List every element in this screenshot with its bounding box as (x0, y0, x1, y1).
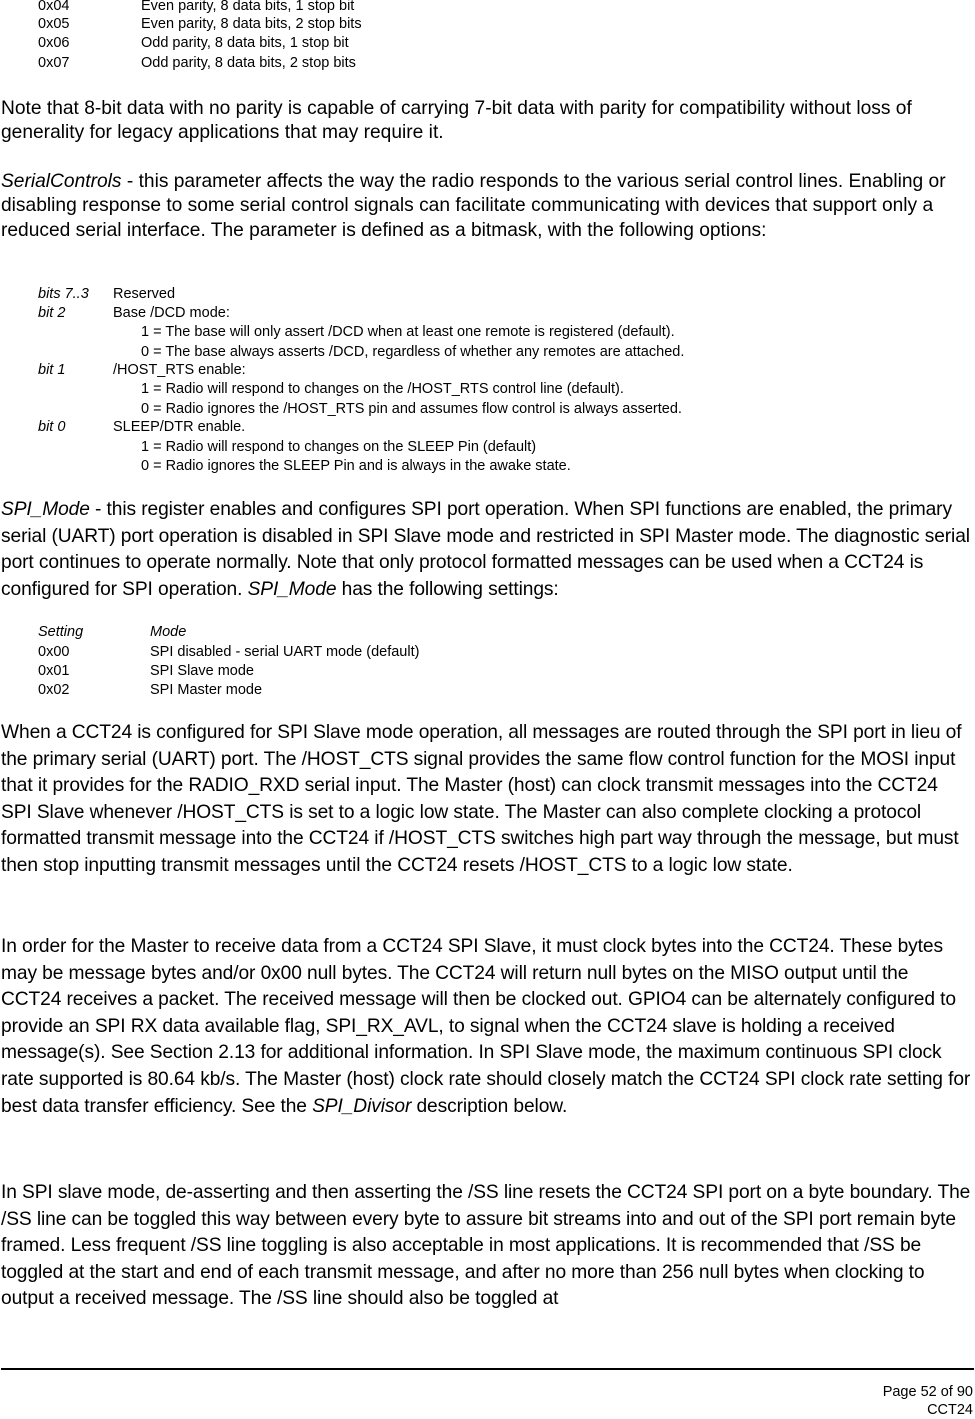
setting-code: 0x00 (38, 644, 70, 660)
receive-text: In order for the Master to receive data from a CCT24 SPI Slave, it must clock bytes into the CCT24. These bytes may be message bytes and/or 0x00 null bytes. The CCT24 will return null bytes on the MISO output until the CCT24 receives a packet. The received message will then be clocked out. GPIO4 can be alternately configured to provide an SPI RX data available flag, SPI_RX_AVL, to signal when the CCT24 slave is holding a received message(s). See Section 2.13 for additional information. In SPI Slave mode, the maximum continuous SPI clock rate supported is 80.64 kb/s. The Master (host) clock rate should closely match the CCT24 SPI clock rate setting for best data transfer efficiency. See the (1, 936, 971, 1117)
footer-divider (1, 1368, 974, 1370)
spi-receive-paragraph (1, 934, 973, 1120)
bit-name: SLEEP/DTR enable. (113, 419, 246, 435)
bit-option: 0 = Radio ignores the /HOST_RTS pin and assumes flow control is always asserted. (141, 401, 682, 417)
ss-line-paragraph: In SPI slave mode, de-asserting and then asserting the /SS line resets the CCT24 SPI port on a byte boundary. The /SS line can be toggled this way between every byte to assure bit streams into and out of the SPI port remain byte framed. Less frequent /SS line toggling is also acceptable in most applications. It is recommended that /SS be toggled at the start and end of each transmit message, and after no more than 256 null bytes when clocking to output a received message. The /SS line should also be toggled at (1, 1182, 971, 1310)
bit-label: bit 0 (38, 419, 66, 435)
parity-desc: Odd parity, 8 data bits, 2 stop bits (141, 55, 356, 71)
spi-mode-term: SPI_Mode (1, 499, 90, 520)
page-number: Page 52 of 90 (882, 1384, 973, 1400)
bit-name: /HOST_RTS enable: (113, 362, 246, 378)
parity-desc: Even parity, 8 data bits, 1 stop bit (141, 0, 355, 14)
serial-controls-term: SerialControls (1, 171, 122, 192)
parity-desc: Odd parity, 8 data bits, 1 stop bit (141, 35, 349, 51)
header-mode: Mode (150, 624, 187, 640)
setting-mode: SPI disabled - serial UART mode (default) (150, 644, 420, 660)
spi-mode-term-2: SPI_Mode (247, 578, 337, 600)
serial-controls-text: - this parameter affects the way the radio responds to the various serial control lines. Enabling or disabling response to some serial control signals can facilitate communicating with devices that support only a reduced serial interface. The parameter is defined as a bitmask, with the following options: (1, 171, 946, 241)
note-parity-paragraph: Note that 8-bit data with no parity is capable of carrying 7-bit data with parity for compatibility without loss of generality for legacy applications that may require it. (1, 98, 912, 144)
bit-name: Reserved (113, 286, 176, 302)
bit-option: 1 = Radio will respond to changes on the SLEEP Pin (default) (141, 439, 537, 455)
setting-code: 0x01 (38, 663, 70, 679)
bit-option: 0 = Radio ignores the SLEEP Pin and is always in the awake state. (141, 458, 571, 474)
bit-label: bits 7..3 (38, 286, 89, 302)
setting-mode: SPI Slave mode (150, 663, 254, 679)
header-setting: Setting (38, 624, 84, 640)
parity-code: 0x04 (38, 0, 70, 14)
setting-code: 0x02 (38, 682, 70, 698)
bit-label: bit 1 (38, 362, 66, 378)
spi-mode-text-2: has the following settings: (336, 578, 559, 600)
bit-label: bit 2 (38, 305, 66, 321)
spi-divisor-term: SPI_Divisor (312, 1095, 412, 1117)
parity-code: 0x05 (38, 16, 70, 32)
parity-desc: Even parity, 8 data bits, 2 stop bits (141, 16, 362, 32)
bit-option: 1 = Radio will respond to changes on the /HOST_RTS control line (default). (141, 381, 624, 397)
serial-controls-paragraph (1, 170, 973, 243)
receive-tail: description below. (411, 1095, 568, 1117)
bit-option: 1 = The base will only assert /DCD when at least one remote is registered (default). (141, 324, 675, 340)
bit-option: 0 = The base always asserts /DCD, regardless of whether any remotes are attached. (141, 344, 685, 360)
spi-mode-paragraph (1, 497, 973, 603)
bit-name: Base /DCD mode: (113, 305, 230, 321)
spi-mode-text: - this register enables and configures SPI port operation. When SPI functions are enabled, the primary serial (UART) port operation is disabled in SPI Slave mode and restricted in SPI Master mode. The diagnostic serial port continues to operate normally. Note that only protocol formatted messages can be used when a CCT24 is configured for SPI operation. (1, 499, 970, 600)
parity-code: 0x06 (38, 35, 70, 51)
spi-slave-paragraph: When a CCT24 is configured for SPI Slave mode operation, all messages are routed through the SPI port in lieu of the primary serial (UART) port. The /HOST_CTS signal provides the same flow control function for the MOSI input that it provides for the RADIO_RXD serial input. The Master (host) can clock transmit messages into the CCT24 SPI Slave whenever /HOST_CTS is set to a logic low state. The Master can also complete clocking a protocol formatted transmit message into the CCT24 if /HOST_CTS switches high part way through the message, but must then stop inputting transmit messages until the CCT24 resets /HOST_CTS to a logic low state. (1, 722, 962, 876)
document-name: CCT24 (927, 1402, 973, 1418)
setting-mode: SPI Master mode (150, 682, 263, 698)
parity-code: 0x07 (38, 55, 70, 71)
